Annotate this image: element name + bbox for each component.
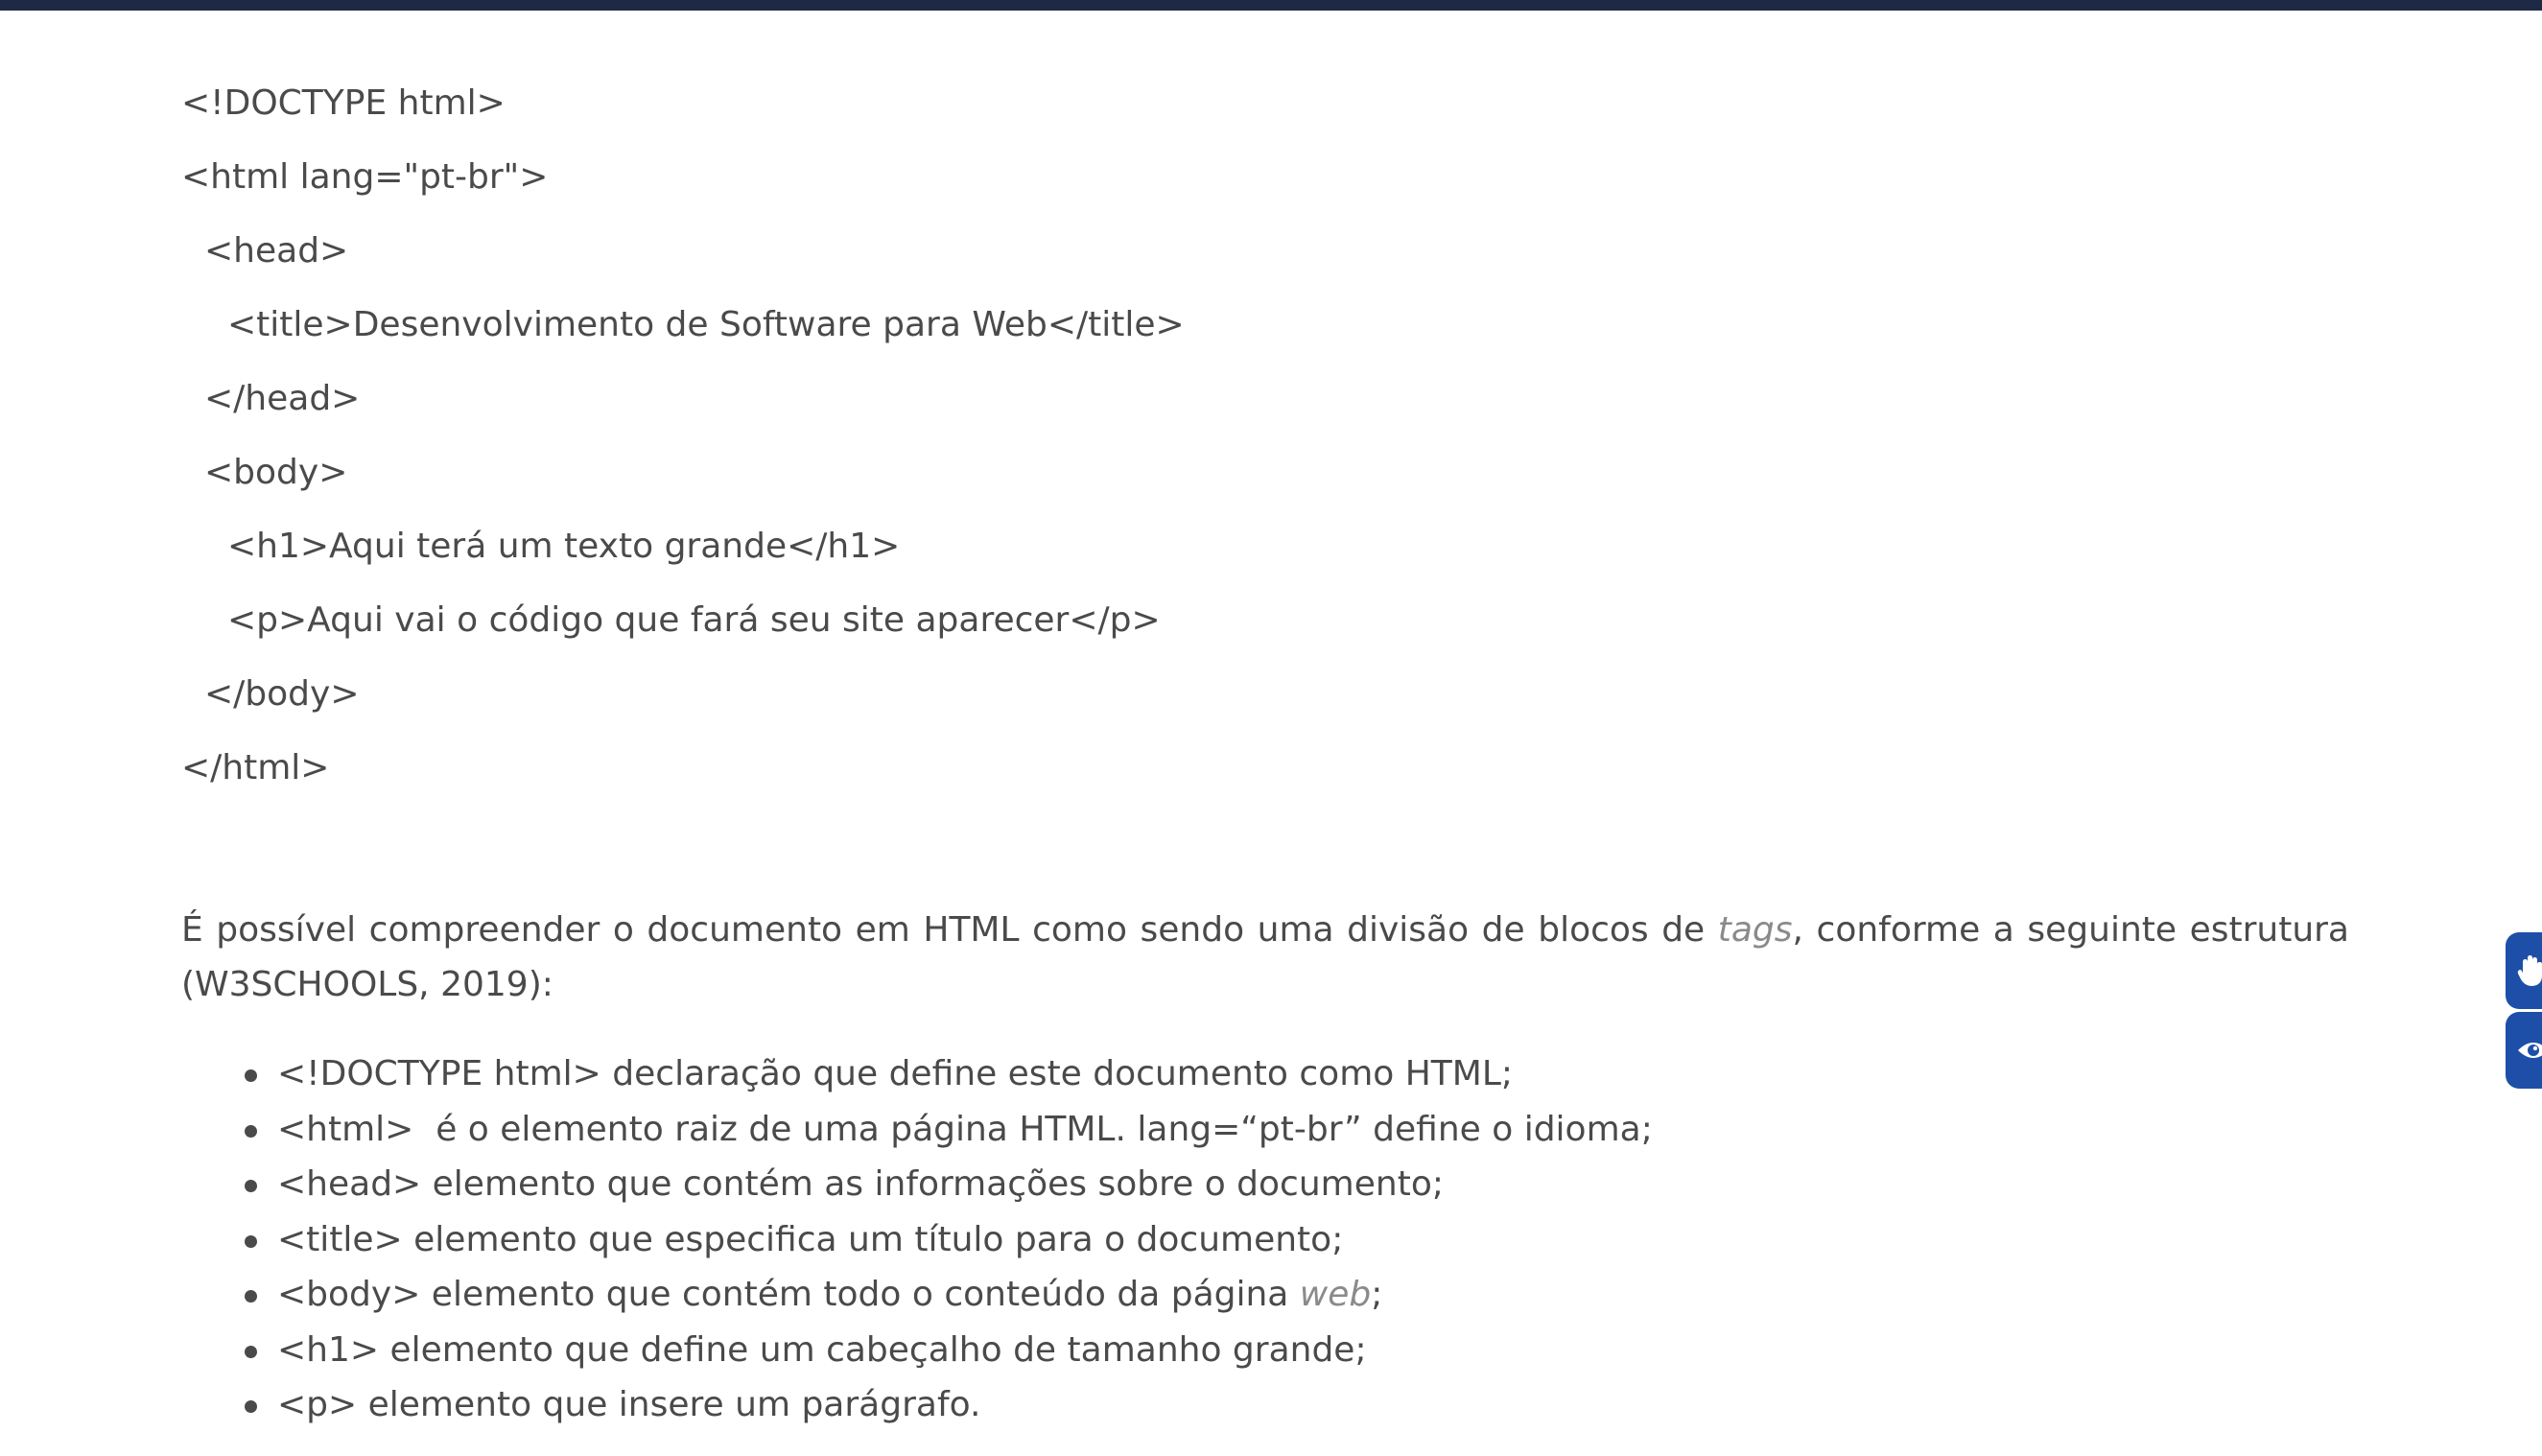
sign-language-button[interactable] — [2506, 932, 2542, 1009]
paragraph-emphasis: tags — [1717, 910, 1793, 950]
code-line: </html> — [181, 748, 330, 787]
list-item — [243, 1212, 2349, 1268]
list-item-text: <head> elemento que contém as informações sobre o documento; — [277, 1164, 1444, 1204]
list-item-text-end: ; — [1371, 1275, 1383, 1314]
visual-accessibility-button[interactable] — [2506, 1012, 2542, 1089]
bullet-icon — [245, 1346, 257, 1358]
code-line: <h1>Aqui terá um texto grande</h1> — [227, 527, 901, 566]
list-item — [243, 1102, 2349, 1158]
code-line: </head> — [204, 379, 361, 418]
bullet-icon — [245, 1125, 257, 1138]
list-item — [243, 1046, 2349, 1102]
list-item-text: <p> elemento que insere um parágrafo. — [277, 1385, 981, 1424]
list-item-text: <body> elemento que contém todo o conteúdo da página — [277, 1275, 1300, 1314]
list-item — [243, 1267, 2349, 1323]
code-line: <html lang="pt-br"> — [181, 157, 549, 197]
code-line: <body> — [204, 453, 348, 492]
list-item-text: <h1> elemento que define um cabeçalho de tamanho grande; — [277, 1329, 1367, 1370]
bullet-icon — [245, 1235, 257, 1248]
code-example — [181, 84, 2349, 787]
list-item-text: <html> é o elemento raiz de uma página HTML. lang=“pt-br” define o idioma; — [277, 1109, 1653, 1149]
list-item — [243, 1377, 2349, 1433]
list-item — [243, 1157, 2349, 1212]
code-line: <head> — [204, 231, 349, 270]
code-line: </body> — [204, 674, 360, 714]
code-line: <title>Desenvolvimento de Software para Web</title> — [227, 305, 1185, 344]
bullet-icon — [245, 1069, 257, 1082]
code-line: <!DOCTYPE html> — [181, 83, 506, 123]
bullet-icon — [245, 1290, 257, 1303]
bullet-icon — [245, 1400, 257, 1413]
structure-list — [181, 1046, 2349, 1433]
eye-icon — [2517, 1039, 2542, 1062]
top-bar — [0, 0, 2542, 11]
list-item-text: <title> elemento que especifica um título para o documento; — [277, 1219, 1344, 1259]
article-content — [181, 84, 2349, 1433]
paragraph-text: É possível compreender o documento em HTML como sendo uma divisão de blocos de — [181, 910, 1718, 950]
code-line: <p>Aqui vai o código que fará seu site aparecer</p> — [227, 600, 1161, 640]
list-item-emphasis: web — [1299, 1275, 1372, 1314]
paragraph-text-end: , conforme a seguinte estrutura (W3SCHOOLS, 2019): — [181, 910, 2349, 1004]
list-item — [243, 1323, 2349, 1378]
sign-language-icon — [2517, 954, 2542, 987]
intro-paragraph — [181, 903, 2349, 1012]
bullet-icon — [245, 1180, 257, 1192]
list-item-text: <!DOCTYPE html> declaração que define este documento como HTML; — [277, 1054, 1514, 1093]
